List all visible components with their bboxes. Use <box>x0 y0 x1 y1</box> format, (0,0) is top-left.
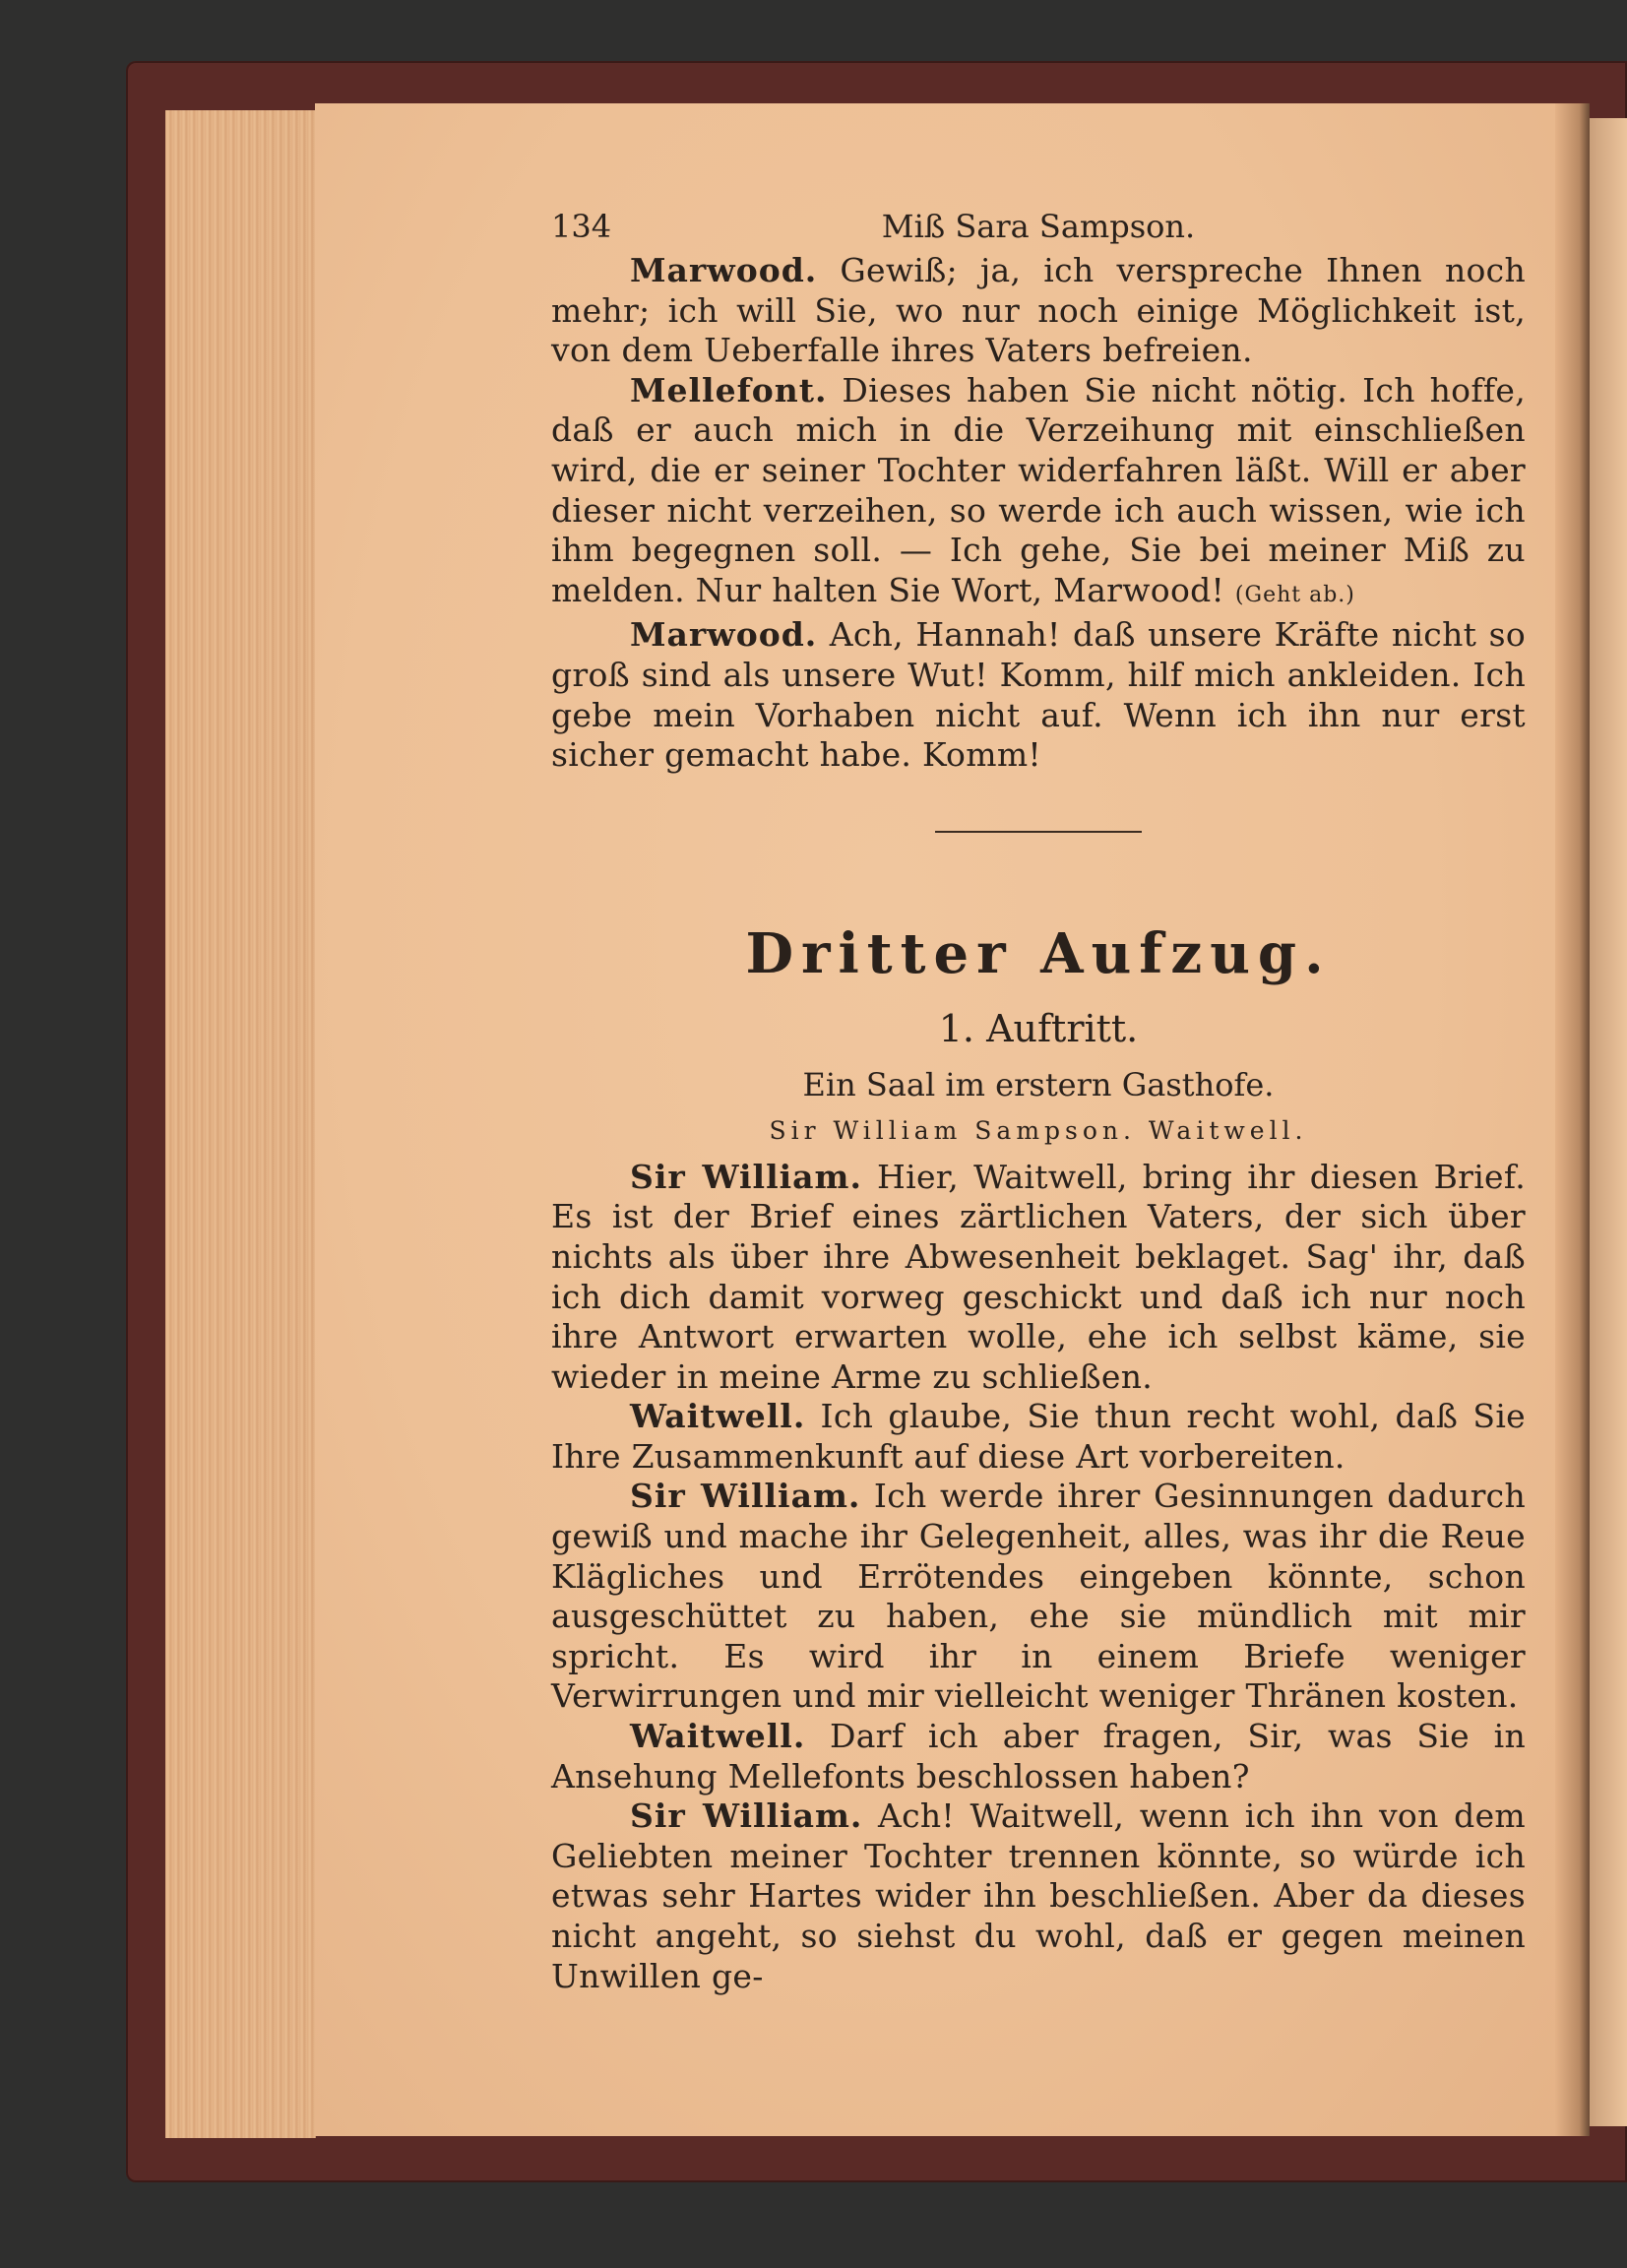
dialogue-paragraph <box>551 251 1526 371</box>
act-title: Dritter Aufzug. <box>745 920 1332 986</box>
page-header <box>551 202 1526 251</box>
dialogue-text: Ich glaube, Sie thun recht wohl, daß Sie Ihre Zusammenkunft auf diese Art vorbereiten. <box>551 1397 1527 1476</box>
dialogue-text: Darf ich aber fragen, Sir, was Sie in Ansehung Mellefonts beschlossen haben? <box>551 1717 1526 1796</box>
speaker-name: Waitwell. <box>630 1717 806 1756</box>
scene-setting: Ein Saal im erstern Gasthofe. <box>802 1065 1275 1103</box>
page-number: 134 <box>551 208 612 245</box>
dialogue-text: Dieses haben Sie nicht nötig. Ich hoffe, daß er auch mich in die Verzeihung mit einschließen wird, die er seiner Tochter widerfahren läßt. Will er aber dieser nicht verzeihen, so werde ich auch wissen, wie ich ihm begegnen soll. — Ich gehe, Sie bei meiner Miß zu melden. Nur halten Sie Wort, Marwood! <box>551 370 1526 609</box>
page-text <box>551 202 1526 1996</box>
dialogue-paragraph <box>551 1397 1526 1477</box>
page-edges <box>165 110 316 2138</box>
dialogue-paragraph <box>551 1717 1526 1796</box>
speaker-name: Marwood. <box>630 251 818 289</box>
running-title: Miß Sara Sampson. <box>881 208 1196 245</box>
dialogue-text: Ach, Hannah! daß unsere Kräfte nicht so groß sind als unsere Wut! Komm, hilf mich ankleiden. Ich gebe mein Vorhaben nicht auf. Wenn ich ihn nur erst sicher gemacht habe. Komm! <box>551 615 1526 775</box>
dialogue-paragraph <box>551 371 1526 616</box>
speaker-name: Marwood. <box>630 615 818 655</box>
dialogue-text: Hier, Waitwell, bring ihr diesen Brief. Es ist der Brief eines zärtlichen Vaters, der sich über nichts als über ihre Abwesenheit beklaget. Sag' ihr, daß ich dich damit vorweg geschickt und daß ich nur noch ihre Antwort erwarten wolle, ehe ich selbst käme, sie wieder in meine Arme zu schließen. <box>551 1157 1526 1396</box>
stage-direction: (Geht ab.) <box>1234 582 1355 607</box>
character-list: Sir William Sampson. Waitwell. <box>769 1115 1308 1145</box>
dialogue-text: Gewiß; ja, ich verspreche Ihnen noch mehr; ich will Sie, wo nur noch einige Möglichkeit ist, von dem Ueberfalle ihres Vaters befreien. <box>551 251 1527 370</box>
facing-page-edge <box>1590 118 1627 2126</box>
speaker-name: Mellefont. <box>630 370 828 410</box>
dialogue-text: Ach! Waitwell, wenn ich ihn von dem Geliebten meiner Tochter trennen könnte, so würde ich etwas sehr Hartes wider ihn beschließen. Aber da dieses nicht angeht, so siehst du wohl, daß er gegen meinen Unwillen ge- <box>551 1796 1527 1995</box>
dialogue-paragraph <box>551 1158 1526 1398</box>
speaker-name: Waitwell. <box>630 1397 806 1436</box>
dialogue-paragraph <box>551 1796 1526 1996</box>
dialogue-paragraph <box>551 615 1526 775</box>
section-divider <box>935 831 1142 833</box>
dialogue-paragraph <box>551 1477 1526 1717</box>
page-gutter <box>1555 103 1590 2136</box>
scene-title: 1. Auftritt. <box>938 1006 1139 1050</box>
speaker-name: Sir William. <box>630 1796 863 1836</box>
speaker-name: Sir William. <box>630 1477 861 1516</box>
speaker-name: Sir William. <box>630 1157 862 1196</box>
dialogue-text: Ich werde ihrer Gesinnungen dadurch gewiß und mache ihr Gelegenheit, alles, was ihr die Reue Klägliches und Errötendes eingeben könnte, schon ausgeschüttet zu haben, ehe sie mündlich mit mir spricht. Es wird ihr in einem Briefe weniger Verwirrungen und mir vielleicht weniger Thränen kosten. <box>551 1477 1527 1716</box>
